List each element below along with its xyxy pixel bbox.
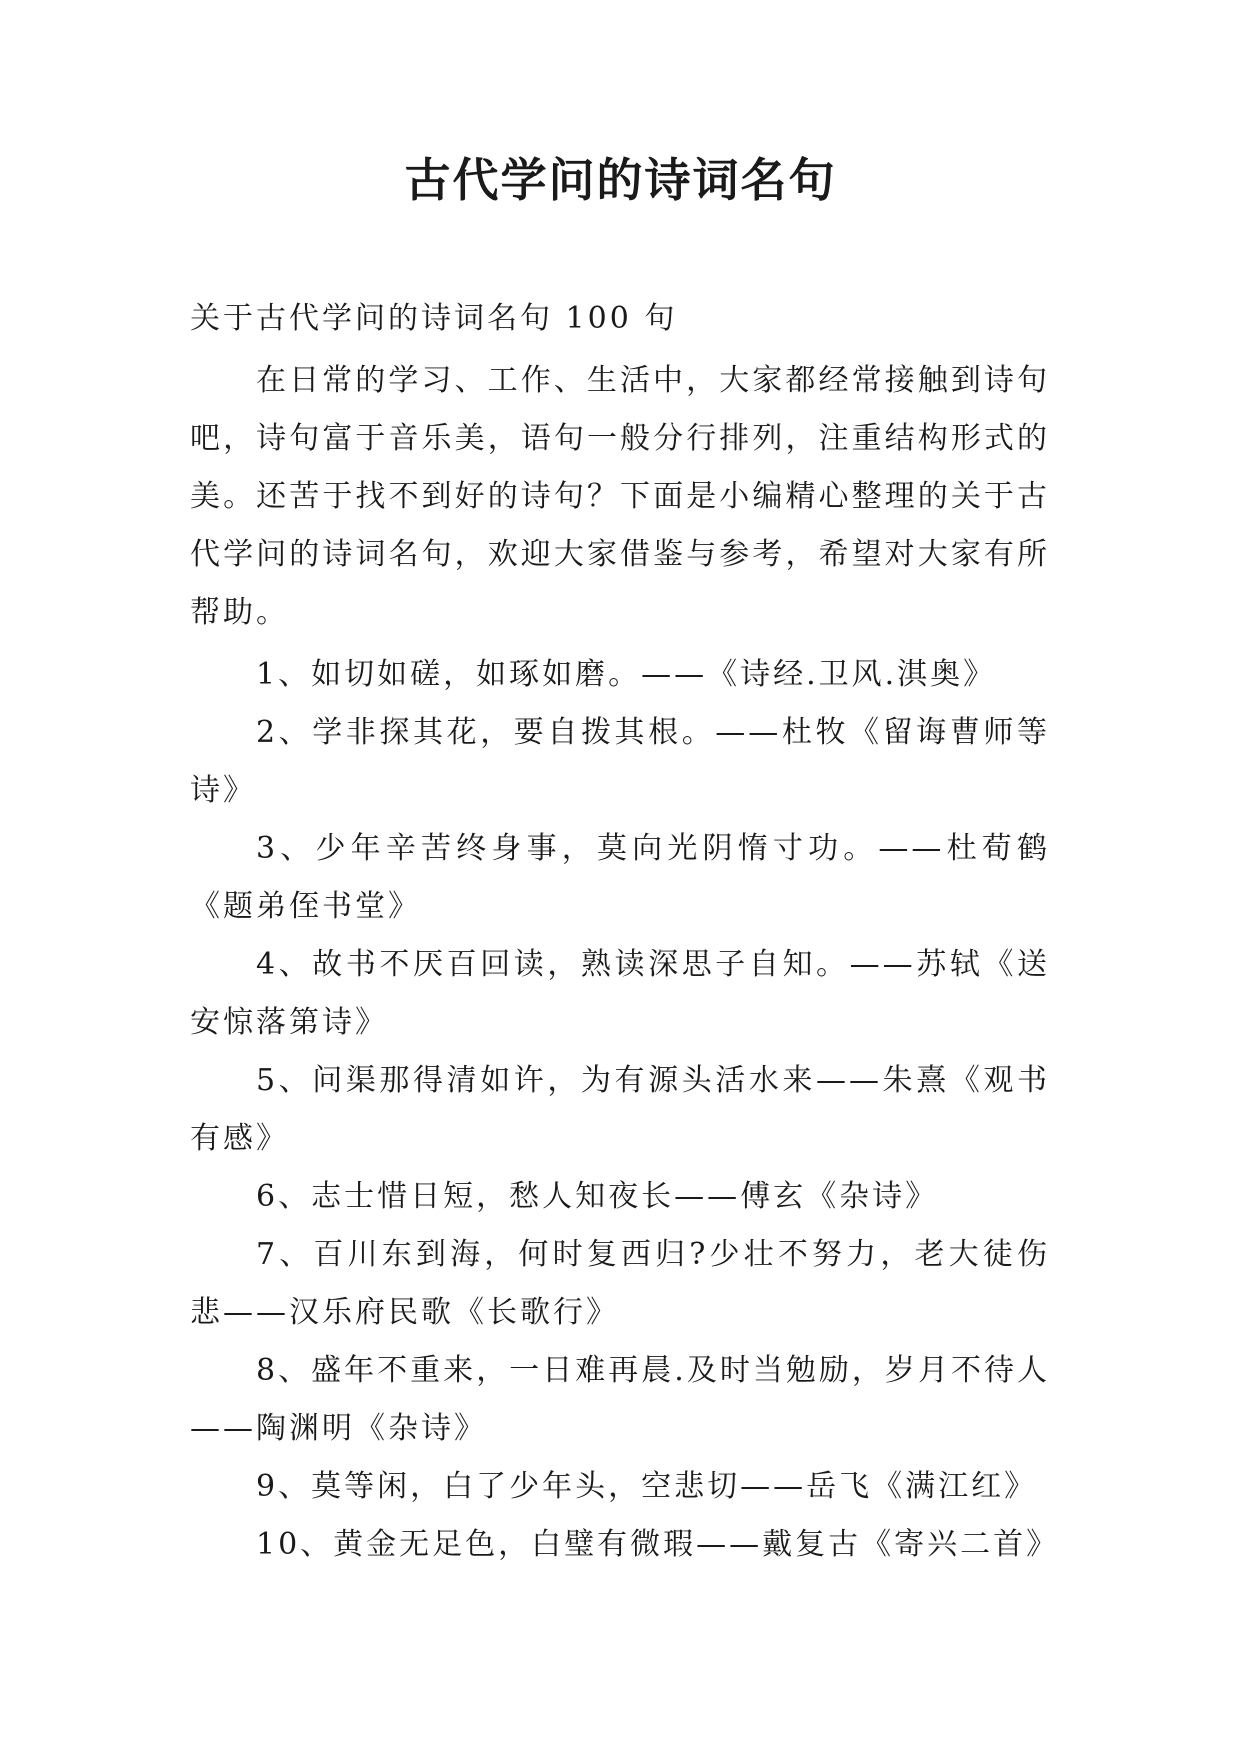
- quote-item: 8、盛年不重来，一日难再晨.及时当勉励，岁月不待人——陶渊明《杂诗》: [190, 1353, 1050, 1446]
- quote-item: 10、黄金无足色，白璧有微瑕——戴复古《寄兴二首》: [256, 1527, 1060, 1562]
- quote-item: 3、少年辛苦终身事，莫向光阴惰寸功。——杜荀鹤《题弟侄书堂》: [190, 831, 1050, 924]
- quote-item: 2、学非探其花，要自拨其根。——杜牧《留诲曹师等诗》: [190, 715, 1050, 808]
- document-body: [190, 290, 1060, 1574]
- quote-item: 5、问渠那得清如许，为有源头活水来——朱熹《观书有感》: [190, 1063, 1050, 1156]
- document-title: 古代学问的诗词名句: [404, 153, 837, 207]
- document-subtitle: 关于古代学问的诗词名句 100 句: [190, 301, 678, 336]
- intro-paragraph: 在日常的学习、工作、生活中，大家都经常接触到诗句吧，诗句富于音乐美，语句一般分行排列，注重结构形式的美。还苦于找不到好的诗句？下面是小编精心整理的关于古代学问的诗词名句，欢迎大家借鉴与参考，希望对大家有所帮助。: [190, 363, 1050, 630]
- quote-item: 1、如切如磋，如琢如磨。——《诗经.卫风.淇奥》: [256, 657, 997, 692]
- quote-item: 9、莫等闲，白了少年头，空悲切——岳飞《满江红》: [256, 1469, 1038, 1504]
- quote-item: 4、故书不厌百回读，熟读深思子自知。——苏轼《送安惊落第诗》: [190, 947, 1050, 1040]
- quote-item: 6、志士惜日短，愁人知夜长——傅玄《杂诗》: [256, 1179, 939, 1214]
- quote-item: 7、百川东到海，何时复西归?少壮不努力，老大徒伤悲——汉乐府民歌《长歌行》: [190, 1237, 1050, 1330]
